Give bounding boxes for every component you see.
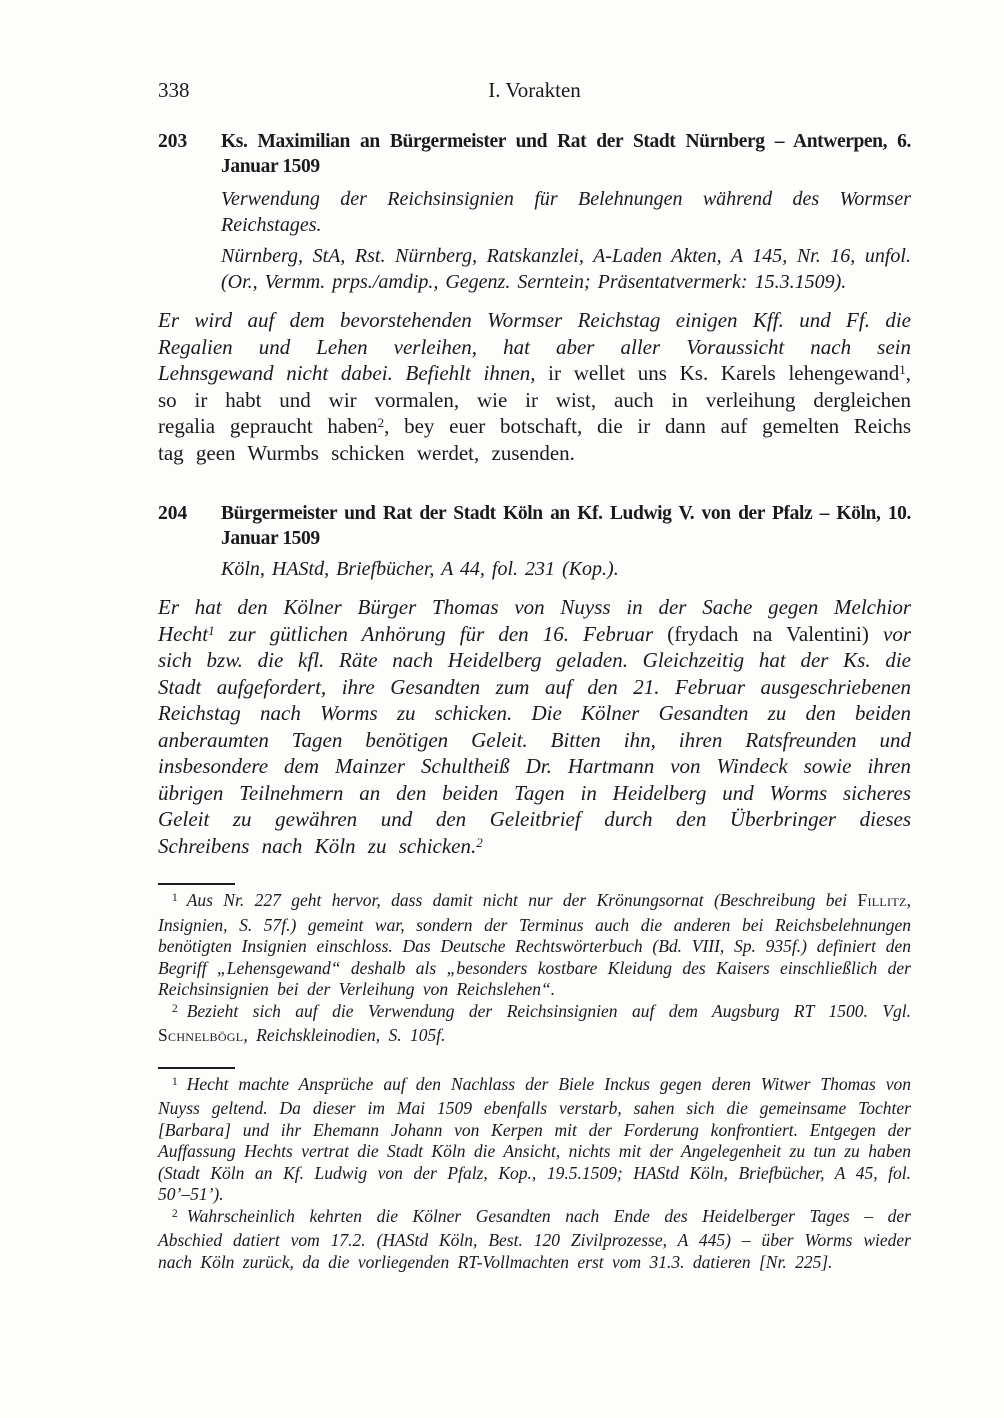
- footnote-separator-rule: [158, 1067, 235, 1069]
- entry-heading-row: [158, 129, 911, 179]
- running-head: I. Vorakten: [488, 78, 581, 102]
- footnote: [158, 890, 911, 1001]
- entry-number: 204: [158, 503, 188, 524]
- entry-number: 203: [158, 131, 188, 152]
- entry-204: [158, 501, 911, 859]
- footnote: [158, 1001, 911, 1047]
- footnote-separator-rule: [158, 883, 235, 885]
- footnote-marker: 2: [172, 1002, 178, 1015]
- entry-source: Köln, HAStd, Briefbücher, A 44, fol. 231 (Kop.).: [221, 558, 619, 580]
- footnote-text: Bezieht sich auf die Verwendung der Reichsinsignien auf dem Augsburg RT 1500. Vgl. Schnelbögl, Reichskleinodien, S. 105f.: [158, 1000, 911, 1045]
- entry-regest: Verwendung der Reichsinsignien für Belehnungen während des Wormser Reichstages.: [221, 188, 911, 236]
- footnote-text: Wahrscheinlich kehrten die Kölner Gesandten nach Ende des Heidelberger Tages – der Abschied datiert vom 17.2. (HAStd Köln, Best. 120 Zivilprozesse, A 445) – über Worms wieder nach Köln zurück, da die vorliegenden RT-Vollmachten erst vom 31.3. datieren [Nr. 225].: [158, 1205, 911, 1272]
- type-area: [158, 79, 911, 1273]
- entry-heading: Ks. Maximilian an Bürgermeister und Rat der Stadt Nürnberg – Antwerpen, 6. Januar 1509: [221, 131, 911, 177]
- footnotes-area: [158, 883, 911, 1273]
- footnote-marker: 2: [172, 1207, 178, 1220]
- entry-heading: Bürgermeister und Rat der Stadt Köln an Kf. Ludwig V. von der Pfalz – Köln, 10. Januar 1509: [221, 503, 911, 549]
- entry-body: Er wird auf dem bevorstehenden Wormser Reichstag einigen Kff. und Ff. die Regalien und Lehen verleihen, hat aber aller Voraussicht nach sein Lehnsgewand nicht dabei. Befiehlt ihnen, ir wellet uns Ks. Karels lehengewand$^1$, so ir habt und wir vormalen, wie ir wist, auch in verleihung dergleichen regalia gepraucht haben$^2$, bey euer botschaft, die ir dann auf gemelten Reichs tag geen Wurmbs schicken werdet, zusenden.: [158, 308, 911, 465]
- footnote-text: Hecht machte Ansprüche auf den Nachlass der Biele Inckus gegen deren Witwer Thomas von Nuyss geltend. Da dieser im Mai 1509 ebenfalls verstarb, sahen sich die gemeinsame Tochter [Barbara] und ihr Ehemann Johann von Kerpen mit der Forderung konfrontiert. Entgegen der Auffassung Hechts vertrat die Stadt Köln die Ansicht, nichts mit der Angelegenheit zu tun zu haben (Stadt Köln an Kf. Ludwig von der Pfalz, Kop., 19.5.1509; HAStd Köln, Briefbücher, A 45, fol. 50’–51’).: [158, 1073, 911, 1204]
- entry-heading-row: [158, 501, 911, 551]
- footnote: [158, 1206, 911, 1274]
- page-number: 338: [158, 78, 190, 102]
- entry-body: Er hat den Kölner Bürger Thomas von Nuyss in der Sache gegen Melchior Hecht$^1$ zur gütlichen Anhörung für den 16. Februar (frydach na Valentini) vor sich bzw. die kfl. Räte nach Heidelberg geladen. Gleichzeitig hat der Ks. die Stadt aufgefordert, ihre Gesandten zum auf den 21. Februar ausgeschriebenen Reichstag nach Worms zu schicken. Die Kölner Gesandten zu den beiden anberaumten Tagen benötigen Geleit. Bitten ihn, ihren Ratsfreunden und insbesondere dem Mainzer Schultheiß Dr. Hartmann von Windeck sowie ihren übrigen Teilnehmern an den beiden Tagen in Heidelberg und Worms sicheres Geleit zu gewähren und den Geleitbrief durch den Überbringer dieses Schreibens nach Köln zu schicken.$^2$: [158, 595, 911, 858]
- footnote-text: Aus Nr. 227 geht hervor, dass damit nicht nur der Krönungsornat (Beschreibung bei Fillitz, Insignien, S. 57f.) gemeint war, sondern der Terminus auch die anderen bei Reichsbelehnungen benötigten Insignien einschloss. Das Deutsche Rechtswörterbuch (Bd. VIII, Sp. 935f.) definiert den Begriff „Lehensgewand“ deshalb als „besonders kostbare Kleidung des Kaisers einschließlich der Reichsinsignien bei der Verleihung von Reichslehen“.: [158, 890, 911, 999]
- page-header: [158, 79, 911, 102]
- footnote: [158, 1074, 911, 1206]
- footnote-marker: 1: [172, 1075, 178, 1088]
- entry-source: Nürnberg, StA, Rst. Nürnberg, Ratskanzlei, A-Laden Akten, A 145, Nr. 16, unfol. (Or., Vermm. prps./amdip., Gegenz. Serntein; Präsentatvermerk: 15.3.1509).: [221, 245, 911, 293]
- entry-203: [158, 129, 911, 466]
- footnote-marker: 1: [172, 892, 178, 905]
